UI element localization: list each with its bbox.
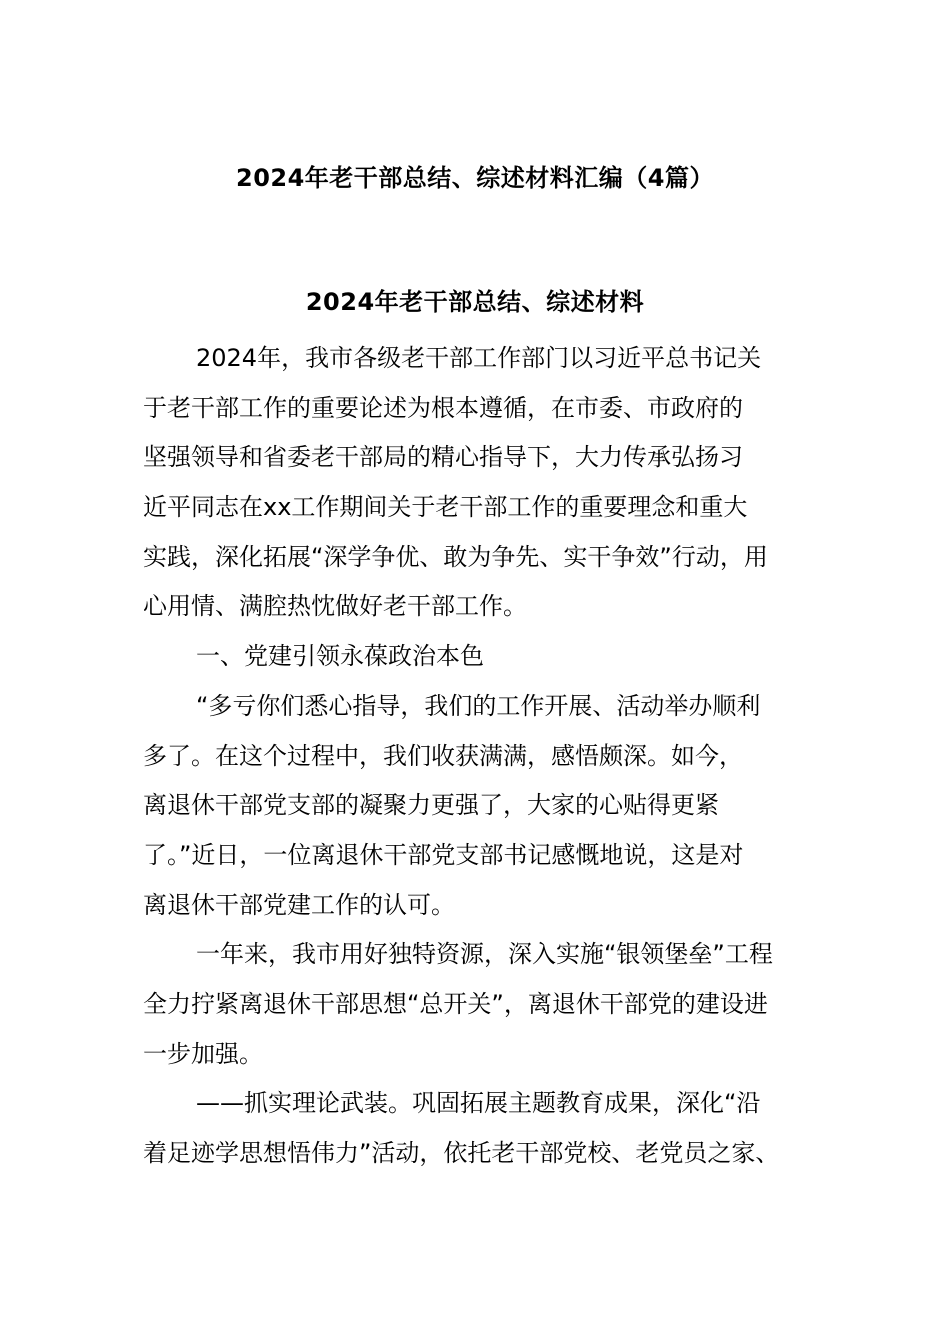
document-title: 2024年老干部总结、综述材料汇编（4篇）	[236, 164, 714, 192]
document-body	[143, 334, 815, 1179]
paragraph-line: 着足迹学思想悟伟力”活动，依托老干部党校、老党员之家、	[143, 1139, 780, 1167]
paragraph-line: 近平同志在xx工作期间关于老干部工作的重要理念和重大	[143, 493, 748, 522]
paragraph-line: 一年来，我市用好独特资源，深入实施“银领堡垒”工程	[196, 940, 773, 969]
paragraph-line: 全力拧紧离退休干部思想“总开关”，离退休干部党的建设进	[143, 989, 768, 1018]
heading-line: 一、党建引领永葆政治本色	[196, 642, 484, 671]
paragraph-line: “多亏你们悉心指导，我们的工作开展、活动举办顺利	[196, 691, 761, 720]
paragraph-line: 多了。在这个过程中，我们收获满满，感悟颇深。如今，	[143, 741, 743, 770]
paragraph-line: 于老干部工作的重要论述为根本遵循，在市委、市政府的	[143, 393, 743, 422]
paragraph-line: ——抓实理论武装。巩固拓展主题教育成果，深化“沿	[196, 1089, 761, 1118]
paragraph-line: 离退休干部党建工作的认可。	[143, 890, 455, 919]
paragraph-line: 坚强领导和省委老干部局的精心指导下，大力传承弘扬习	[143, 443, 743, 472]
paragraph-line: 心用情、满腔热忱做好老干部工作。	[143, 592, 527, 621]
paragraph-line: 一步加强。	[143, 1039, 263, 1068]
paragraph-line: 实践，深化拓展“深学争优、敢为争先、实干争效”行动，用	[143, 542, 768, 571]
paragraph-line: 了。”近日，一位离退休干部党支部书记感慨地说，这是对	[143, 840, 744, 869]
paragraph-line: 离退休干部党支部的凝聚力更强了，大家的心贴得更紧	[143, 791, 719, 820]
section-title: 2024年老干部总结、综述材料	[305, 288, 645, 316]
paragraph-line: 2024年，我市各级老干部工作部门以习近平总书记关	[196, 344, 762, 372]
